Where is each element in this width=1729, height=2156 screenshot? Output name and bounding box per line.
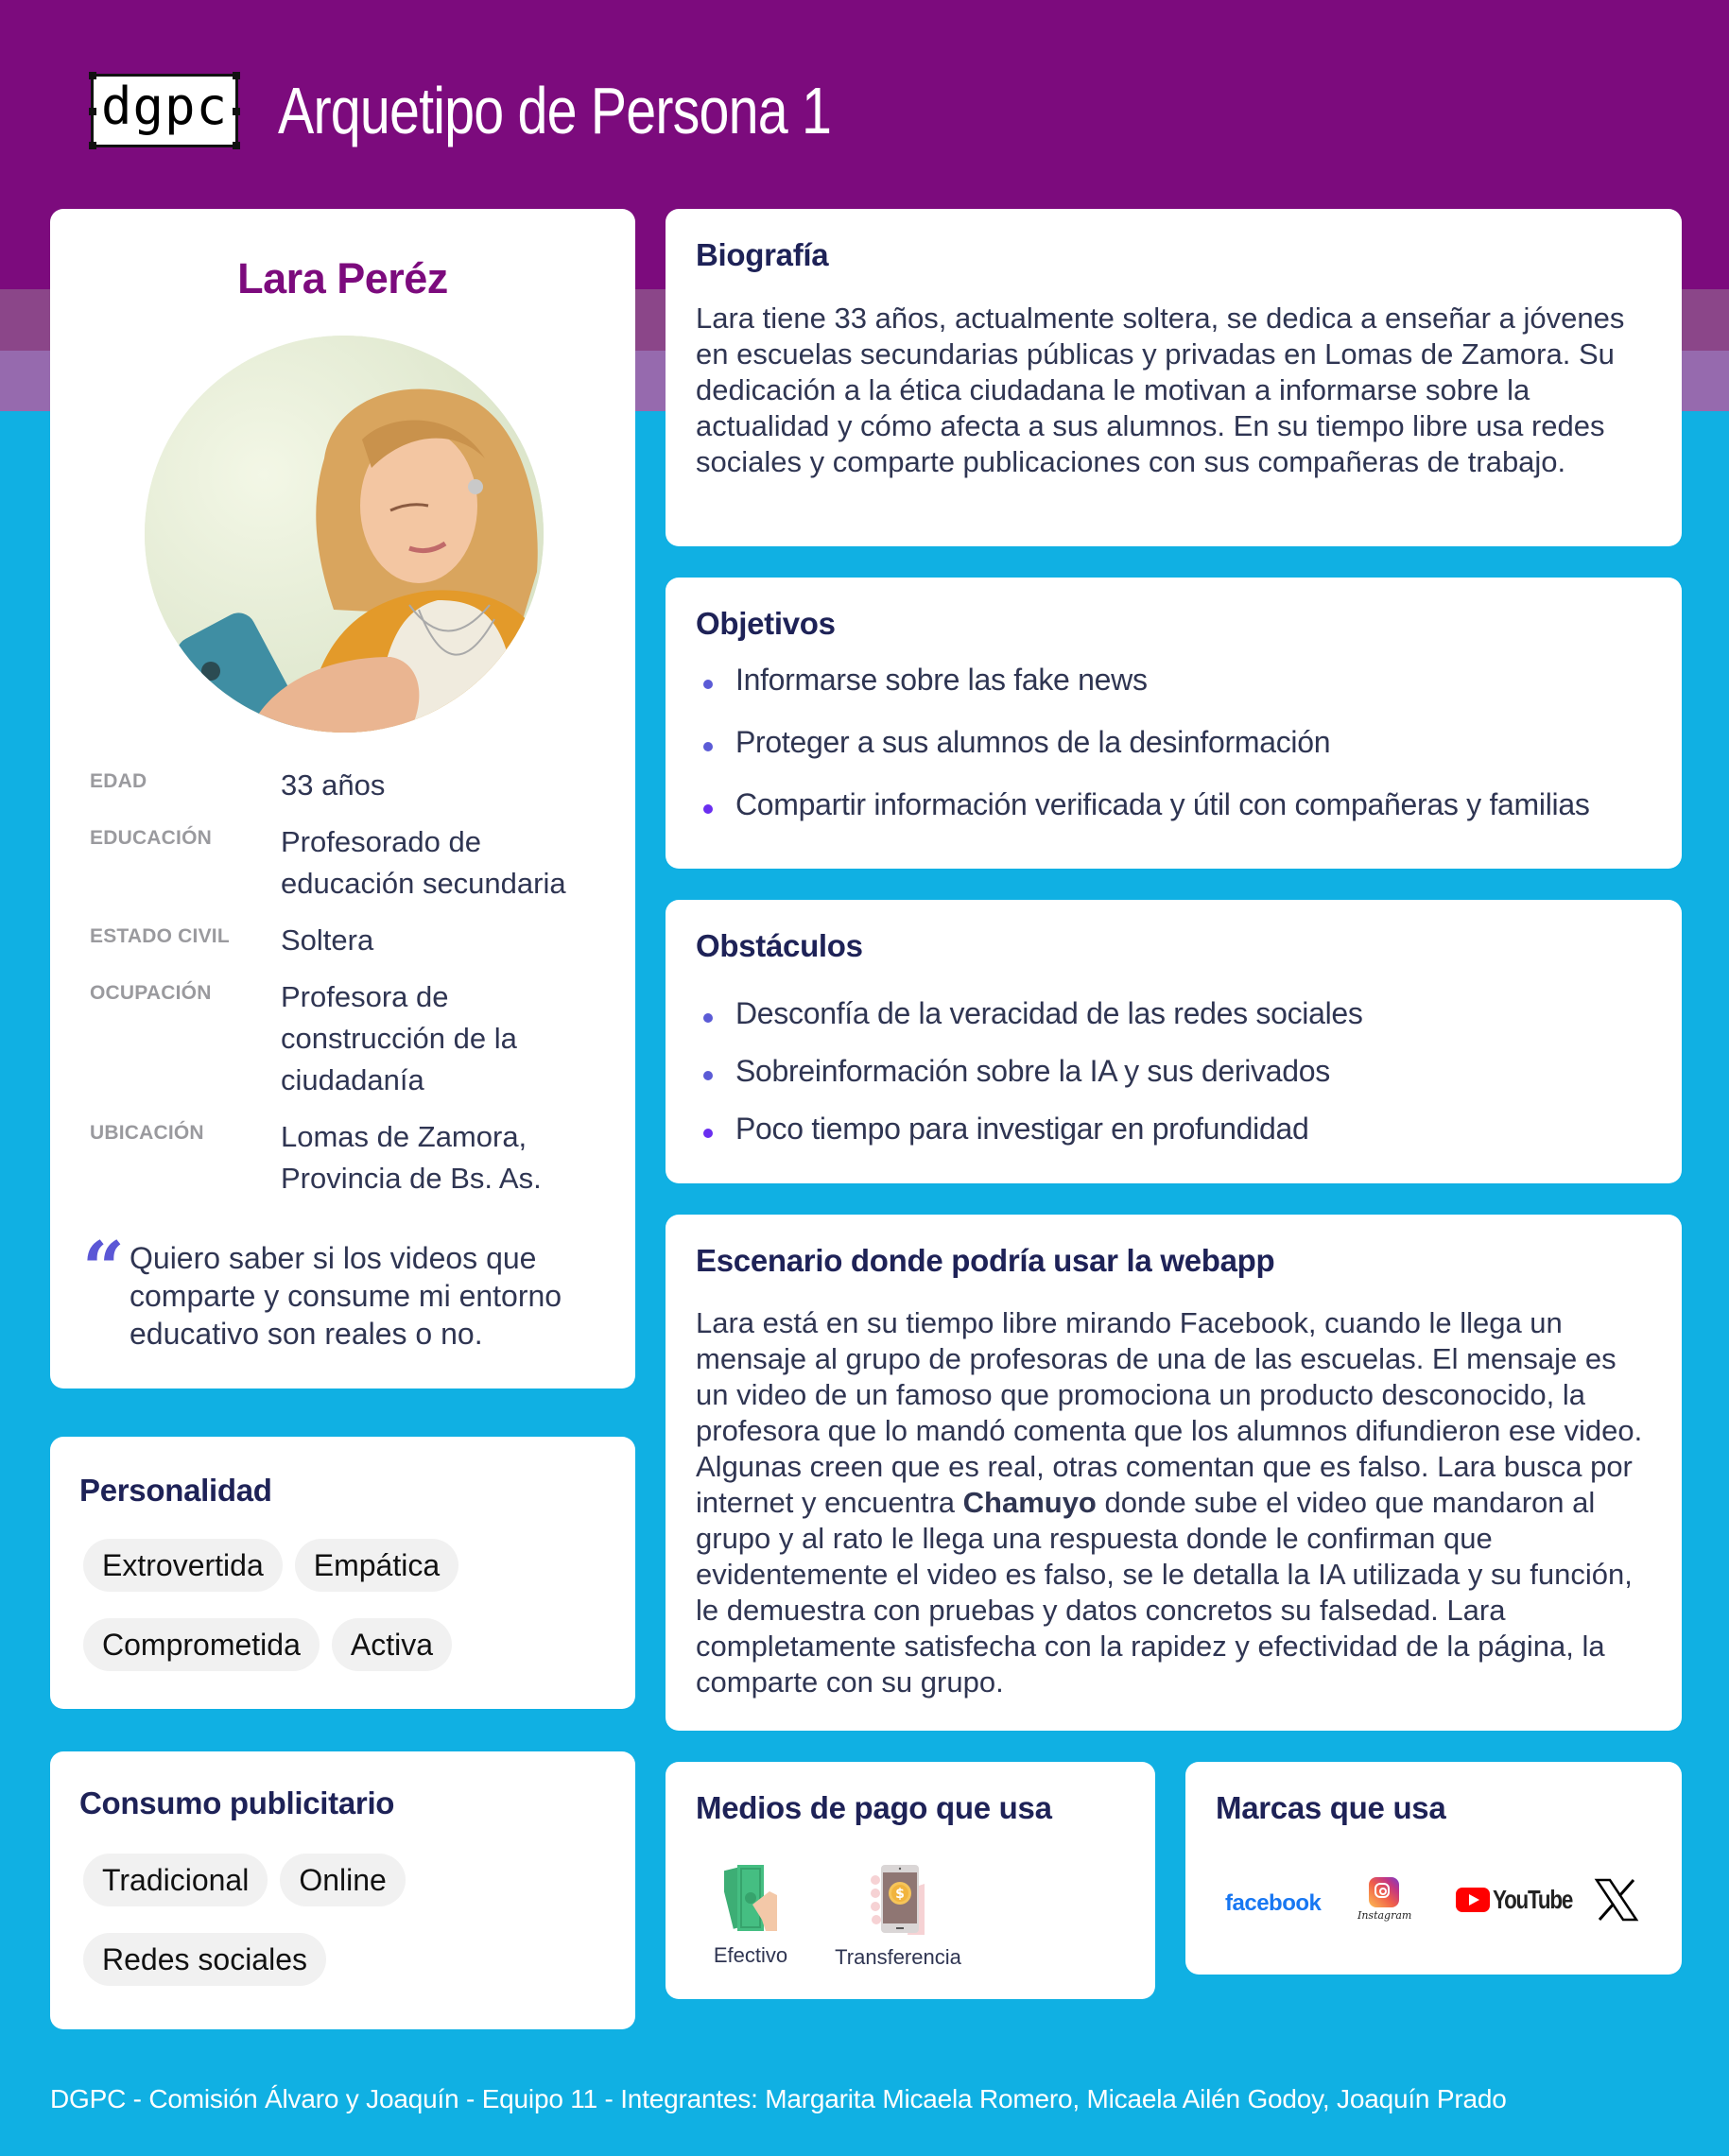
scenario-title: Escenario donde podría usar la webapp — [696, 1243, 1275, 1278]
obstacles-list — [700, 996, 1363, 1169]
tag: Online — [280, 1854, 406, 1906]
youtube-logo — [1456, 1885, 1592, 1915]
fact-label: UBICACIÓN — [90, 1122, 204, 1144]
tag: Empática — [295, 1539, 458, 1592]
profile-card — [50, 209, 635, 1388]
scenario-text-part: donde sube el video que mandaron al grupo y al rato le llega una respuesta donde le confirman que evidentemente el video es falso, se le detalla la IA utilizada y su función, le demuestra con pruebas y datos concretos su falsedad. Lara completamente satisfecha con la rapidez y efectividad de la página, la comparte con su grupo. — [696, 1486, 1633, 1699]
fact-row-marital-status — [90, 920, 619, 961]
ad-consumption-card — [50, 1751, 635, 2029]
biography-card — [666, 209, 1682, 546]
tag: Extrovertida — [83, 1539, 283, 1592]
personality-title: Personalidad — [79, 1473, 272, 1508]
brands-title: Marcas que usa — [1216, 1790, 1446, 1825]
footer-credits: DGPC - Comisión Álvaro y Joaquín - Equipo 11 - Integrantes: Margarita Micaela Romero, Micaela Ailén Godoy, Joaquín Prado — [50, 2084, 1507, 2113]
youtube-wordmark: YouTube — [1493, 1885, 1573, 1914]
product-name-highlight: Chamuyo — [962, 1486, 1097, 1519]
ad-consumption-tags — [83, 1854, 480, 1986]
instagram-wordmark: Instagram — [1357, 1909, 1412, 1922]
svg-text:$: $ — [895, 1887, 905, 1902]
tag: Comprometida — [83, 1618, 320, 1671]
scenario-card — [666, 1215, 1682, 1731]
fact-value: Profesorado de educación secundaria — [281, 825, 566, 900]
fact-label: EDAD — [90, 770, 147, 792]
facebook-logo: facebook — [1225, 1890, 1322, 1916]
goals-card — [666, 578, 1682, 869]
instagram-icon — [1369, 1877, 1399, 1907]
fact-value: 33 años — [281, 768, 386, 802]
goals-list — [700, 663, 1590, 850]
page-title: Arquetipo de Persona 1 — [278, 74, 832, 147]
youtube-play-icon — [1456, 1888, 1490, 1912]
dgpc-logo — [91, 74, 238, 147]
page-header — [91, 72, 953, 149]
phone-payment-icon — [870, 1863, 926, 1935]
fact-value: Soltera — [281, 923, 374, 957]
tag: Activa — [332, 1618, 452, 1671]
x-logo — [1594, 1877, 1639, 1923]
list-item: Informarse sobre las fake news — [700, 663, 1590, 725]
ad-consumption-title: Consumo publicitario — [79, 1785, 395, 1820]
obstacles-card — [666, 900, 1682, 1183]
list-item: Sobreinformación sobre la IA y sus derivados — [700, 1054, 1363, 1112]
biography-text: Lara tiene 33 años, actualmente soltera, se dedica a enseñar a jóvenes en escuelas secundarias públicas y privadas en Lomas de Zamora. Su dedicación a la ética ciudadana le motivan a informarse sobre la actualidad y cómo afecta a sus alumnos. En su tiempo libre usa redes sociales y comparte publicaciones con sus compañeras de trabajo. — [696, 302, 1625, 478]
logo-text: dgpc — [100, 77, 229, 136]
list-item: Compartir información verificada y útil con compañeras y familias — [700, 787, 1590, 850]
persona-quote — [78, 1239, 627, 1353]
fact-row-location — [90, 1116, 619, 1199]
personality-card — [50, 1437, 635, 1709]
scenario-text — [696, 1305, 1651, 1700]
fact-row-age — [90, 765, 619, 806]
payment-label: Transferencia — [835, 1945, 961, 1969]
cash-in-hand-icon — [724, 1863, 777, 1933]
fact-value: Lomas de Zamora, Provincia de Bs. As. — [281, 1120, 542, 1195]
list-item: Proteger a sus alumnos de la desinformación — [700, 725, 1590, 787]
goals-title: Objetivos — [696, 606, 836, 641]
fact-label: OCUPACIÓN — [90, 982, 212, 1004]
payment-item-transfer — [819, 1863, 977, 1970]
list-item: Poco tiempo para investigar en profundidad — [700, 1112, 1363, 1169]
fact-label: ESTADO CIVIL — [90, 925, 230, 947]
brands-card — [1185, 1762, 1682, 1975]
list-item: Desconfía de la veracidad de las redes sociales — [700, 996, 1363, 1054]
payment-item-cash — [703, 1863, 798, 1968]
tag: Tradicional — [83, 1854, 268, 1906]
tag: Redes sociales — [83, 1933, 326, 1986]
persona-name: Lara Peréz — [237, 254, 448, 302]
biography-title: Biografía — [696, 237, 829, 272]
payment-title: Medios de pago que usa — [696, 1790, 1052, 1825]
fact-row-education — [90, 821, 619, 905]
persona-facts — [90, 765, 619, 1215]
fact-value: Profesora de construcción de la ciudadanía — [281, 980, 517, 1096]
fact-label: EDUCACIÓN — [90, 827, 212, 849]
obstacles-title: Obstáculos — [696, 928, 863, 963]
instagram-logo — [1357, 1877, 1410, 1922]
quote-icon: “ — [82, 1239, 125, 1286]
payment-methods-card — [666, 1762, 1155, 1999]
quote-text: Quiero saber si los videos que comparte y consume mi entorno educativo son reales o no. — [130, 1241, 562, 1351]
payment-label: Efectivo — [713, 1943, 788, 1967]
personality-tags — [83, 1539, 509, 1671]
persona-photo — [145, 336, 544, 733]
scenario-text-part: Lara está en su tiempo libre mirando Facebook, cuando le llega un mensaje al grupo de profesoras de una de las escuelas. El mensaje es un video de un famoso que promociona un producto desconocido, la profesora que lo mandó comenta que los alumnos difundieron ese video. Algunas creen que es real, otras comentan que es falso. Lara busca por internet y encuentra — [696, 1306, 1643, 1519]
fact-row-occupation — [90, 976, 619, 1101]
